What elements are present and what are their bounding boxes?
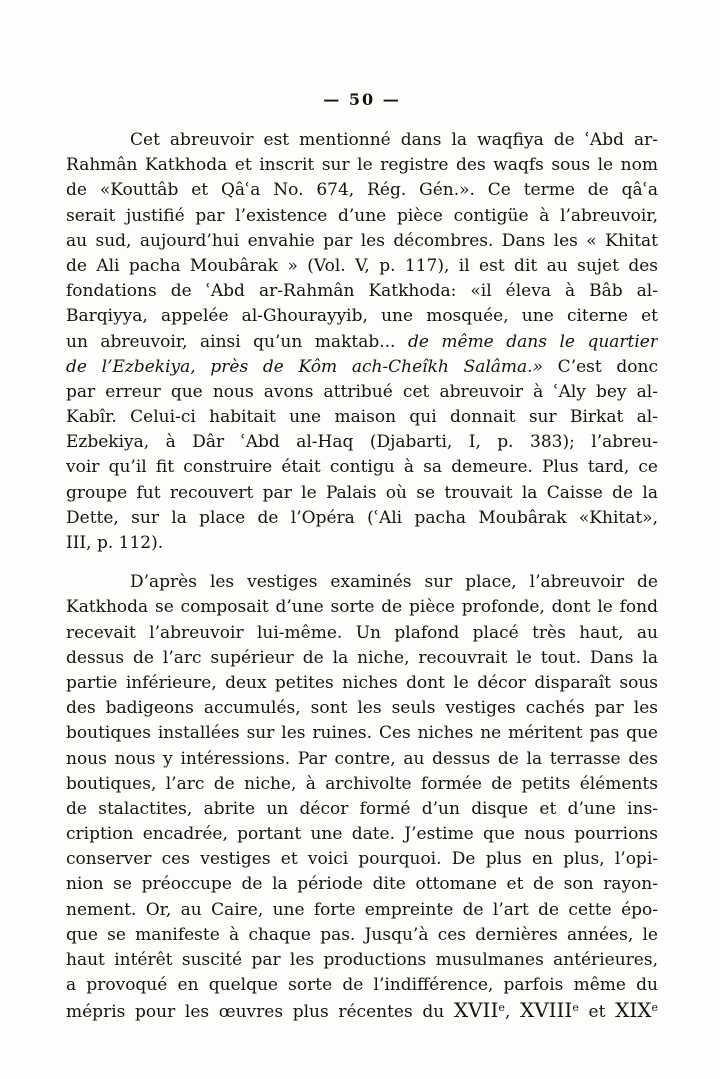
text-segment: conserver ces vestiges et voici pourquoi. De plus en plus, l’opi-	[66, 849, 658, 870]
superscript-ordinal: e	[651, 1001, 658, 1015]
text-segment: par erreur que nous avons attribué cet abreuvoir à ʿAly bey al-	[66, 381, 658, 402]
text-segment: Kabîr. Celui-ci habitait une maison qui donnait sur Birkat al-	[66, 407, 658, 428]
text-segment: voir qu’il fit construire était contigu à sa demeure. Plus tard, ce	[66, 457, 658, 478]
text-line	[66, 822, 658, 847]
text-segment: au sud, aujourd’hui envahie par les décombres. Dans les « Khitat	[66, 230, 658, 251]
text-segment: a provoqué en quelque sorte de l’indifférence, parfois même du	[66, 975, 658, 996]
text-line	[66, 973, 658, 998]
text-segment: boutiques installées sur les ruines. Ces niches ne méritent pas que	[66, 723, 658, 744]
text-segment: mépris pour les œuvres plus récentes du	[66, 1002, 454, 1023]
text-line	[66, 204, 658, 229]
text-line	[66, 570, 658, 595]
text-line	[66, 772, 658, 797]
text-segment: boutiques, l’arc de niche, à archivolte formée de petits éléments	[66, 773, 658, 794]
text-segment: de «Kouttâb et Qâʿa No. 674, Rég. Gén.». Ce terme de qâʿa	[66, 180, 658, 201]
roman-numeral: XVIII	[519, 998, 573, 1023]
text-segment: fondations de ʿAbd ar-Rahmân Katkhoda: «il éleva à Bâb al-	[66, 281, 658, 302]
text-segment: de Ali pacha Moubârak » (Vol. V, p. 117), il est dit au sujet des	[66, 255, 658, 276]
text-segment: que se manifeste à chaque pas. Jusqu’à ces dernières années, le	[66, 924, 658, 945]
text-line	[66, 481, 658, 506]
text-line	[66, 872, 658, 897]
text-line	[66, 948, 658, 973]
text-segment: dessus de l’arc supérieur de la niche, recouvrait le tout. Dans la	[66, 647, 658, 668]
text-segment: groupe fut recouvert par le Palais où se trouvait la Caisse de la	[66, 482, 658, 503]
text-line	[66, 998, 658, 1023]
text-block	[66, 128, 658, 1024]
text-segment: nion se préoccupe de la période dite ottomane et de son rayon-	[66, 874, 658, 895]
paragraph	[66, 128, 658, 556]
text-line	[66, 531, 658, 556]
text-line	[66, 797, 658, 822]
text-line	[66, 595, 658, 620]
text-segment: Ezbekiya, à Dâr ʿAbd al-Haq (Djabarti, I, p. 383); l’abreu-	[66, 432, 658, 453]
text-line	[66, 178, 658, 203]
text-line	[66, 646, 658, 671]
text-line	[66, 671, 658, 696]
text-segment: un abreuvoir, ainsi qu’un maktab...	[66, 331, 408, 352]
text-segment: haut intérêt suscité par les productions musulmanes antérieures,	[66, 950, 658, 970]
text-line	[66, 254, 658, 279]
text-segment: partie inférieure, deux petites niches dont le décor disparaît sous	[66, 672, 658, 693]
text-segment: recevait l’abreuvoir lui-même. Un plafond placé très haut, au	[66, 622, 658, 643]
paragraph	[66, 570, 658, 1023]
text-segment: de stalactites, abrite un décor formé d’un disque et d’une ins-	[66, 798, 658, 819]
text-segment: cription encadrée, portant une date. J’estime que nous pourrions	[66, 824, 658, 845]
text-segment: nement. Or, au Caire, une forte empreinte de l’art de cette épo-	[66, 899, 658, 920]
text-segment: C’est donc	[542, 356, 658, 377]
text-segment: Barqiyya, appelée al-Ghourayyib, une mosquée, une citerne et	[66, 306, 658, 327]
text-line	[66, 229, 658, 254]
text-segment: D’après les vestiges examinés sur place, l’abreuvoir de	[130, 572, 658, 593]
text-line	[66, 355, 658, 380]
text-segment: Katkhoda se composait d’une sorte de pièce profonde, dont le fond	[66, 597, 658, 618]
text-line	[66, 405, 658, 430]
superscript-ordinal: e	[572, 1001, 579, 1015]
text-line	[66, 923, 658, 948]
text-line	[66, 380, 658, 405]
text-line	[66, 153, 658, 178]
page-number: — 50 —	[323, 90, 401, 109]
text-line	[66, 847, 658, 872]
text-line	[66, 898, 658, 923]
text-segment: serait justifié par l’existence d’une pièce contigüe à l’abreuvoir,	[66, 205, 658, 226]
text-segment: des badigeons accumulés, sont les seuls vestiges cachés par les	[66, 698, 658, 719]
text-line	[66, 304, 658, 329]
text-segment: Rahmân Katkhoda et inscrit sur le registre des waqfs sous le nom	[66, 155, 658, 176]
text-segment: Cet abreuvoir est mentionné dans la waqfiya de ʿAbd ar-	[130, 130, 658, 150]
roman-numeral: XVII	[453, 998, 499, 1023]
text-segment: et	[578, 1002, 616, 1023]
text-line	[66, 279, 658, 304]
text-segment: Dette, sur la place de l’Opéra (ʿAli pacha Moubârak «Khitat»,	[66, 507, 658, 528]
text-line	[66, 696, 658, 721]
roman-numeral: XIX	[615, 998, 652, 1023]
text-segment: III, p. 112).	[66, 533, 164, 553]
text-line	[66, 721, 658, 746]
text-line	[66, 430, 658, 455]
italic-text: de l’Ezbekiya, près de Kôm ach-Cheîkh Salâma.»	[66, 356, 543, 377]
superscript-ordinal: e	[498, 1001, 505, 1015]
text-line	[66, 621, 658, 646]
italic-text: de même dans le quartier	[407, 331, 658, 352]
text-line	[66, 330, 658, 355]
text-line	[66, 455, 658, 480]
text-line	[66, 747, 658, 772]
text-line	[66, 128, 658, 153]
text-segment: nous nous y intéressions. Par contre, au dessus de la terrasse des	[66, 748, 658, 769]
text-line	[66, 506, 658, 531]
text-segment: ,	[504, 1002, 520, 1023]
